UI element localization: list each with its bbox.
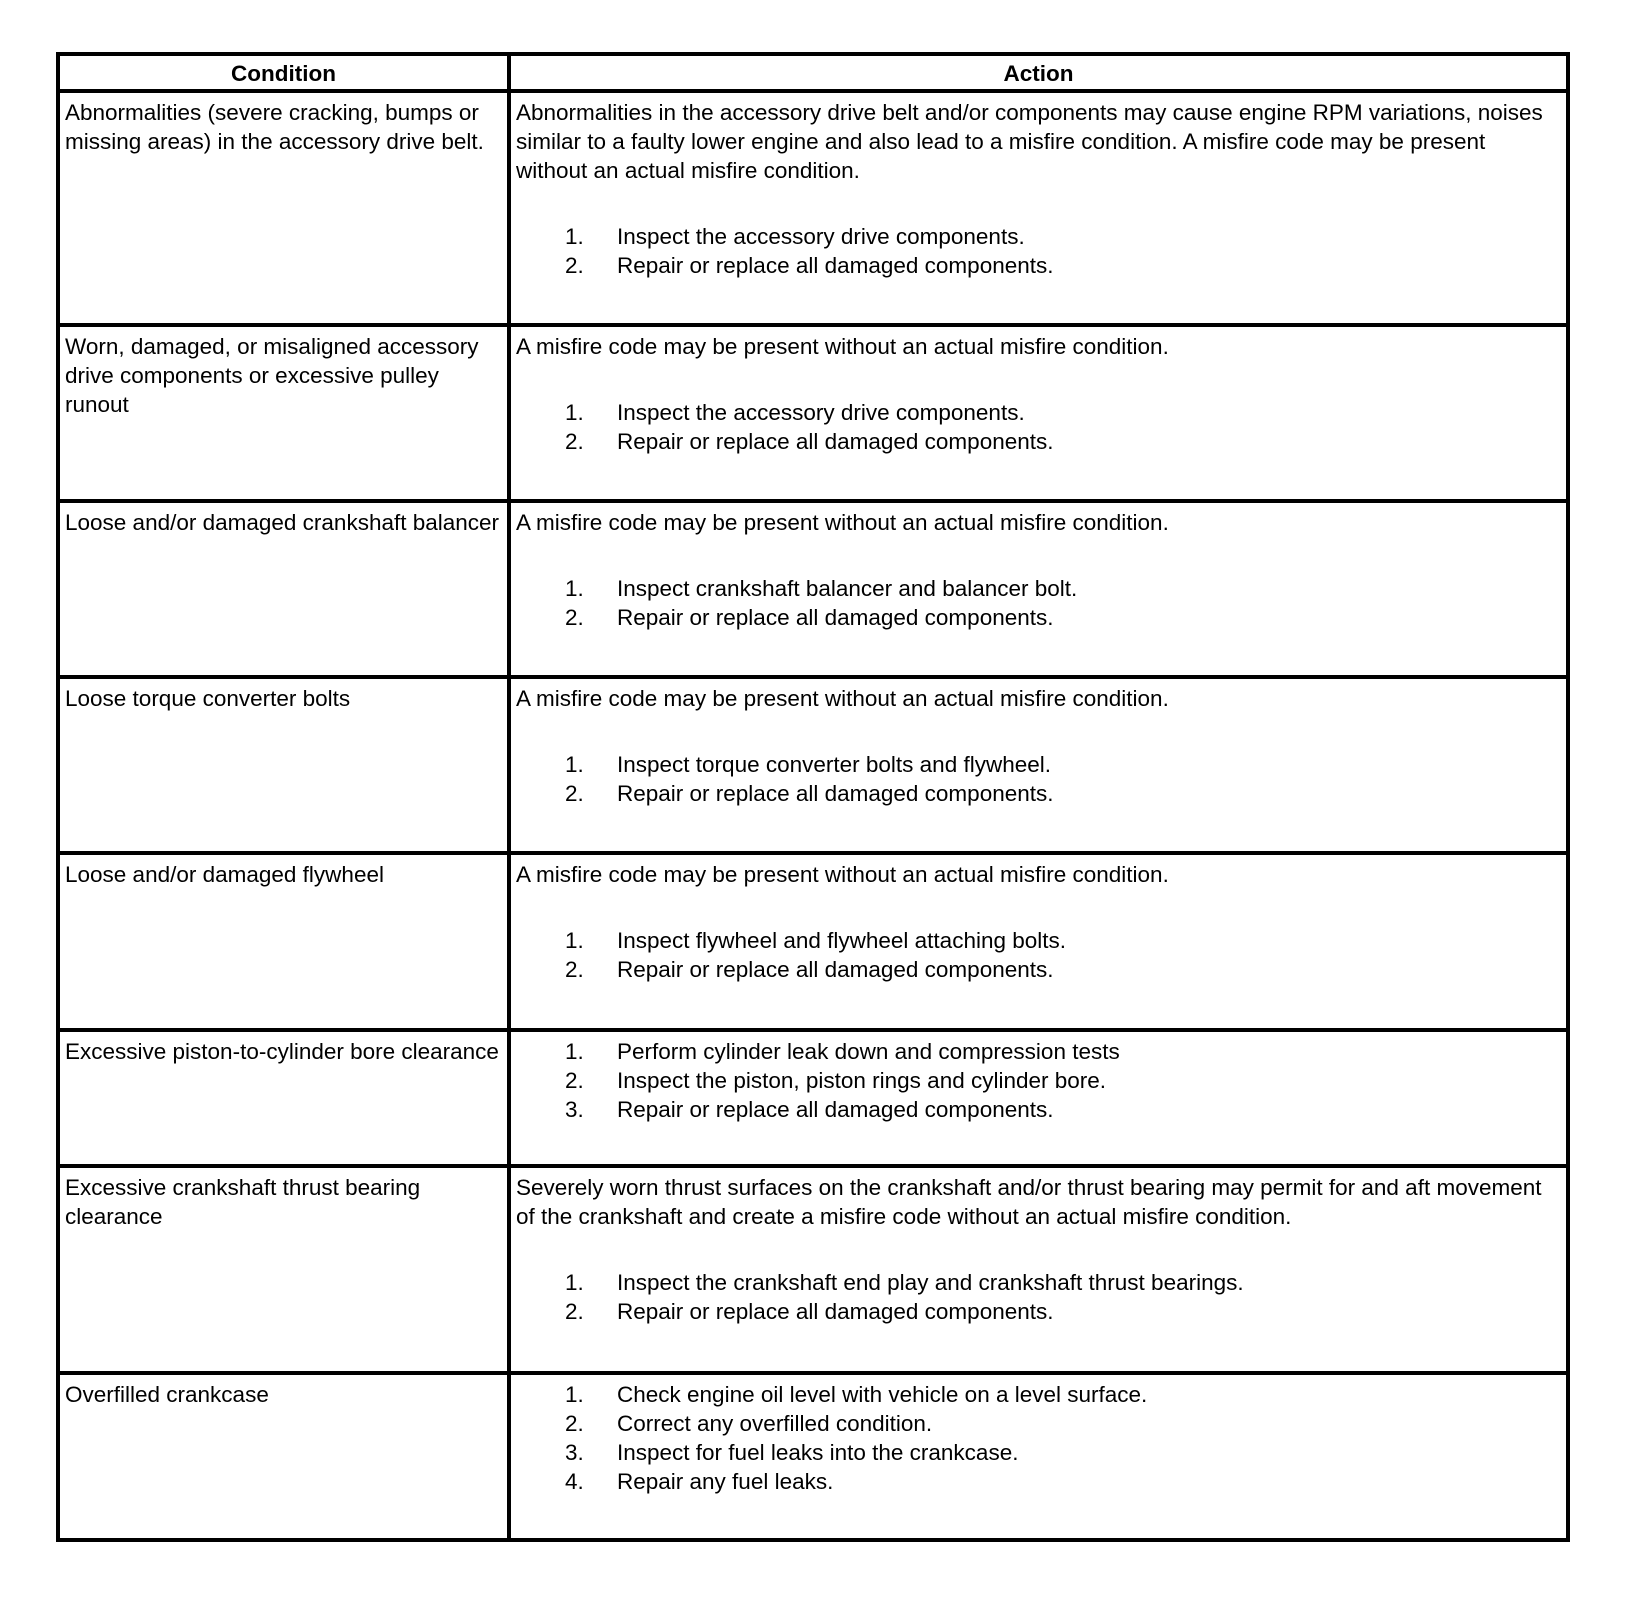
action-step	[516, 603, 1560, 632]
step-number: 2.	[565, 605, 584, 630]
step-text: Check engine oil level with vehicle on a level surface.	[617, 1382, 1148, 1407]
step-text: Repair or replace all damaged components.	[617, 957, 1054, 982]
step-number: 1.	[565, 400, 584, 425]
action-steps-list	[516, 574, 1560, 632]
condition-header: Condition	[58, 54, 509, 91]
step-number: 2.	[565, 253, 584, 278]
action-step	[516, 398, 1560, 427]
step-number: 3.	[565, 1097, 584, 1122]
table-row	[58, 91, 1568, 325]
action-step	[516, 750, 1560, 779]
action-cell	[509, 1166, 1568, 1373]
action-description: Abnormalities in the accessory drive belt and/or components may cause engine RPM variations, noises similar to a faulty lower engine and also lead to a misfire condition. A misfire code may be present without an actual misfire condition.	[516, 100, 1543, 183]
action-step	[516, 1380, 1560, 1409]
action-description: A misfire code may be present without an actual misfire condition.	[516, 862, 1169, 887]
action-steps-list	[516, 222, 1560, 280]
action-description: A misfire code may be present without an actual misfire condition.	[516, 334, 1169, 359]
action-step	[516, 1297, 1560, 1326]
action-step	[516, 1095, 1560, 1124]
condition-cell: Loose and/or damaged flywheel	[58, 853, 509, 1030]
step-number: 1.	[565, 1270, 584, 1295]
action-step	[516, 251, 1560, 280]
action-step	[516, 955, 1560, 984]
action-step	[516, 1037, 1560, 1066]
action-steps-list	[516, 1268, 1560, 1326]
diagnostic-table	[56, 52, 1570, 1542]
step-text: Repair or replace all damaged components.	[617, 429, 1054, 454]
step-number: 2.	[565, 781, 584, 806]
action-cell	[509, 325, 1568, 501]
step-text: Inspect the crankshaft end play and crankshaft thrust bearings.	[617, 1270, 1244, 1295]
action-description: A misfire code may be present without an actual misfire condition.	[516, 686, 1169, 711]
table-row	[58, 1373, 1568, 1540]
step-text: Repair or replace all damaged components.	[617, 781, 1054, 806]
step-text: Repair or replace all damaged components.	[617, 605, 1054, 630]
action-step	[516, 574, 1560, 603]
step-number: 2.	[565, 1411, 584, 1436]
condition-cell: Overfilled crankcase	[58, 1373, 509, 1540]
condition-cell: Loose and/or damaged crankshaft balancer	[58, 501, 509, 677]
step-number: 3.	[565, 1440, 584, 1465]
action-step	[516, 1467, 1560, 1496]
step-number: 2.	[565, 429, 584, 454]
step-text: Inspect crankshaft balancer and balancer bolt.	[617, 576, 1078, 601]
table-row	[58, 853, 1568, 1030]
step-number: 4.	[565, 1469, 584, 1494]
action-step	[516, 779, 1560, 808]
table-row	[58, 501, 1568, 677]
step-text: Correct any overfilled condition.	[617, 1411, 933, 1436]
step-text: Inspect torque converter bolts and flywheel.	[617, 752, 1051, 777]
step-text: Repair or replace all damaged components.	[617, 1097, 1054, 1122]
step-number: 2.	[565, 1299, 584, 1324]
step-text: Inspect the accessory drive components.	[617, 400, 1025, 425]
condition-cell: Excessive crankshaft thrust bearing clearance	[58, 1166, 509, 1373]
header-row	[58, 54, 1568, 91]
step-number: 1.	[565, 576, 584, 601]
table-row	[58, 677, 1568, 853]
table-body	[58, 91, 1568, 1540]
condition-cell: Excessive piston-to-cylinder bore clearance	[58, 1030, 509, 1166]
action-steps-list	[516, 1037, 1560, 1124]
step-number: 1.	[565, 224, 584, 249]
table-row	[58, 1166, 1568, 1373]
step-text: Inspect the piston, piston rings and cylinder bore.	[617, 1068, 1107, 1093]
action-steps-list	[516, 750, 1560, 808]
condition-cell: Worn, damaged, or misaligned accessory drive components or excessive pulley runout	[58, 325, 509, 501]
action-cell	[509, 501, 1568, 677]
action-step	[516, 222, 1560, 251]
action-step	[516, 926, 1560, 955]
action-step	[516, 427, 1560, 456]
step-text: Inspect for fuel leaks into the crankcase.	[617, 1440, 1019, 1465]
table-row	[58, 325, 1568, 501]
action-step	[516, 1268, 1560, 1297]
condition-cell: Loose torque converter bolts	[58, 677, 509, 853]
condition-cell: Abnormalities (severe cracking, bumps or missing areas) in the accessory drive belt.	[58, 91, 509, 325]
step-number: 1.	[565, 1039, 584, 1064]
action-cell	[509, 91, 1568, 325]
action-cell	[509, 853, 1568, 1030]
action-cell	[509, 1373, 1568, 1540]
step-text: Perform cylinder leak down and compression tests	[617, 1039, 1120, 1064]
action-header: Action	[509, 54, 1568, 91]
step-number: 1.	[565, 928, 584, 953]
step-number: 2.	[565, 1068, 584, 1093]
action-steps-list	[516, 398, 1560, 456]
step-text: Inspect the accessory drive components.	[617, 224, 1025, 249]
action-step	[516, 1409, 1560, 1438]
action-steps-list	[516, 926, 1560, 984]
table-row	[58, 1030, 1568, 1166]
action-cell	[509, 677, 1568, 853]
step-number: 1.	[565, 752, 584, 777]
step-text: Repair or replace all damaged components.	[617, 1299, 1054, 1324]
step-text: Repair any fuel leaks.	[617, 1469, 834, 1494]
action-description: A misfire code may be present without an actual misfire condition.	[516, 510, 1169, 535]
step-number: 2.	[565, 957, 584, 982]
step-text: Inspect flywheel and flywheel attaching bolts.	[617, 928, 1067, 953]
step-text: Repair or replace all damaged components.	[617, 253, 1054, 278]
step-number: 1.	[565, 1382, 584, 1407]
action-cell	[509, 1030, 1568, 1166]
action-steps-list	[516, 1380, 1560, 1496]
action-step	[516, 1066, 1560, 1095]
action-description: Severely worn thrust surfaces on the crankshaft and/or thrust bearing may permit for and aft movement of the crankshaft and create a misfire code without an actual misfire condition.	[516, 1175, 1542, 1229]
action-step	[516, 1438, 1560, 1467]
